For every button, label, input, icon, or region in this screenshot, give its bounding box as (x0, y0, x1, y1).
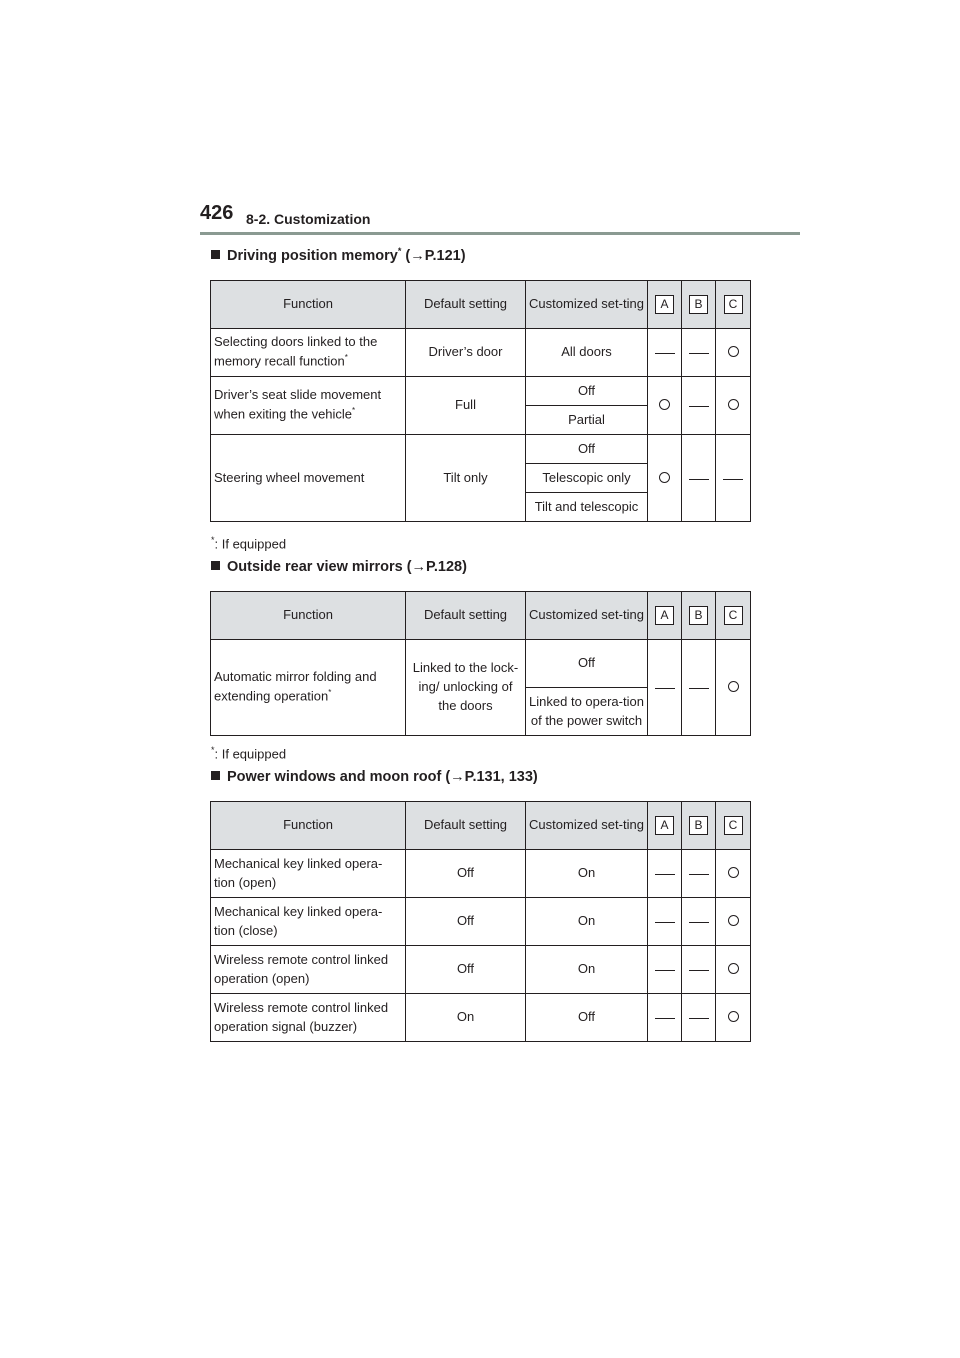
col-c-cell (716, 850, 751, 898)
default-setting-cell: Full (406, 377, 526, 435)
dash-mark-icon (689, 970, 709, 971)
header-col-c: C (716, 281, 751, 329)
section-title-driving-position-memory: Driving position memory* (→P.121) (211, 246, 466, 264)
header-function: Function (211, 281, 406, 329)
dash-mark-icon (689, 688, 709, 689)
col-c-cell (716, 435, 751, 522)
table-row (211, 994, 751, 1042)
dash-mark-icon (723, 479, 743, 480)
function-cell: Selecting doors linked to the memory recall function* (211, 329, 406, 377)
col-a-cell (648, 377, 682, 435)
table-row (211, 850, 751, 898)
header-default-setting: Default setting (406, 592, 526, 640)
square-bullet-icon (211, 771, 220, 780)
square-bullet-icon (211, 250, 220, 259)
header-customized-setting: Customized set-ting (526, 802, 648, 850)
dash-mark-icon (655, 922, 675, 923)
function-cell: Driver’s seat slide movement when exiting the vehicle* (211, 377, 406, 435)
header-function: Function (211, 592, 406, 640)
col-a-cell (648, 946, 682, 994)
function-cell: Wireless remote control linked operation signal (buzzer) (211, 994, 406, 1042)
header-rule (200, 232, 800, 235)
header-customized-setting: Customized set-ting (526, 281, 648, 329)
col-b-cell (682, 850, 716, 898)
col-b-cell (682, 898, 716, 946)
col-b-cell (682, 946, 716, 994)
table-outside-rear-view-mirrors (210, 591, 751, 736)
circle-mark-icon (659, 472, 670, 483)
table-row (211, 640, 751, 688)
table-header-row (211, 802, 751, 850)
col-a-cell (648, 329, 682, 377)
circle-mark-icon (728, 915, 739, 926)
header-default-setting: Default setting (406, 802, 526, 850)
dash-mark-icon (655, 1018, 675, 1019)
col-c-cell (716, 640, 751, 736)
default-setting-cell: Driver’s door (406, 329, 526, 377)
default-setting-cell: Off (406, 946, 526, 994)
footnote: *: If equipped (211, 535, 287, 552)
table-row (211, 329, 751, 377)
customized-setting-cell: Linked to opera-tion of the power switch (526, 688, 648, 736)
function-cell: Mechanical key linked opera-tion (close) (211, 898, 406, 946)
header-col-b: B (682, 592, 716, 640)
function-cell: Mechanical key linked opera-tion (open) (211, 850, 406, 898)
header-col-c: C (716, 592, 751, 640)
circle-mark-icon (728, 681, 739, 692)
chapter-title: 8-2. Customization (246, 211, 371, 227)
default-setting-cell: Linked to the lock-ing/ unlocking of the doors (406, 640, 526, 736)
section-title-power-windows-and-moon-roof: Power windows and moon roof (→P.131, 133) (211, 769, 538, 785)
col-a-cell (648, 898, 682, 946)
function-cell: Steering wheel movement (211, 435, 406, 522)
dash-mark-icon (655, 353, 675, 354)
dash-mark-icon (655, 970, 675, 971)
page-header (200, 202, 800, 238)
header-default-setting: Default setting (406, 281, 526, 329)
section-title-outside-rear-view-mirrors: Outside rear view mirrors (→P.128) (211, 559, 467, 575)
dash-mark-icon (689, 874, 709, 875)
circle-mark-icon (728, 346, 739, 357)
dash-mark-icon (689, 406, 709, 407)
col-c-cell (716, 994, 751, 1042)
default-setting-cell: Tilt only (406, 435, 526, 522)
header-col-b: B (682, 802, 716, 850)
customized-setting-cell: Off (526, 640, 648, 688)
header-col-b: B (682, 281, 716, 329)
header-col-a: A (648, 592, 682, 640)
header-customized-setting: Customized set-ting (526, 592, 648, 640)
col-a-cell (648, 435, 682, 522)
default-setting-cell: On (406, 994, 526, 1042)
customized-setting-cell: Off (526, 435, 648, 464)
col-c-cell (716, 898, 751, 946)
dash-mark-icon (689, 479, 709, 480)
col-c-cell (716, 329, 751, 377)
function-cell: Automatic mirror folding and extending operation* (211, 640, 406, 736)
table-header-row (211, 592, 751, 640)
table-row (211, 946, 751, 994)
circle-mark-icon (728, 963, 739, 974)
table-power-windows-and-moon-roof (210, 801, 751, 1042)
default-setting-cell: Off (406, 850, 526, 898)
customized-setting-cell: All doors (526, 329, 648, 377)
circle-mark-icon (728, 1011, 739, 1022)
footnote: *: If equipped (211, 745, 287, 762)
customized-setting-cell: Off (526, 994, 648, 1042)
col-b-cell (682, 377, 716, 435)
dash-mark-icon (689, 922, 709, 923)
customized-setting-cell: On (526, 850, 648, 898)
table-header-row (211, 281, 751, 329)
dash-mark-icon (689, 1018, 709, 1019)
col-a-cell (648, 850, 682, 898)
dash-mark-icon (655, 688, 675, 689)
customized-setting-cell: Telescopic only (526, 464, 648, 493)
header-col-c: C (716, 802, 751, 850)
header-col-a: A (648, 802, 682, 850)
table-row (211, 435, 751, 464)
header-col-a: A (648, 281, 682, 329)
col-c-cell (716, 946, 751, 994)
table-row (211, 377, 751, 406)
col-a-cell (648, 640, 682, 736)
col-c-cell (716, 377, 751, 435)
circle-mark-icon (659, 399, 670, 410)
page-number: 426 (200, 202, 234, 224)
col-b-cell (682, 435, 716, 522)
customized-setting-cell: On (526, 898, 648, 946)
table-driving-position-memory (210, 280, 751, 522)
col-b-cell (682, 329, 716, 377)
customized-setting-cell: Tilt and telescopic (526, 493, 648, 522)
square-bullet-icon (211, 561, 220, 570)
dash-mark-icon (689, 353, 709, 354)
circle-mark-icon (728, 399, 739, 410)
col-b-cell (682, 640, 716, 736)
header-function: Function (211, 802, 406, 850)
col-a-cell (648, 994, 682, 1042)
customized-setting-cell: Partial (526, 406, 648, 435)
dash-mark-icon (655, 874, 675, 875)
table-row (211, 898, 751, 946)
col-b-cell (682, 994, 716, 1042)
customized-setting-cell: On (526, 946, 648, 994)
default-setting-cell: Off (406, 898, 526, 946)
circle-mark-icon (728, 867, 739, 878)
customized-setting-cell: Off (526, 377, 648, 406)
function-cell: Wireless remote control linked operation (open) (211, 946, 406, 994)
